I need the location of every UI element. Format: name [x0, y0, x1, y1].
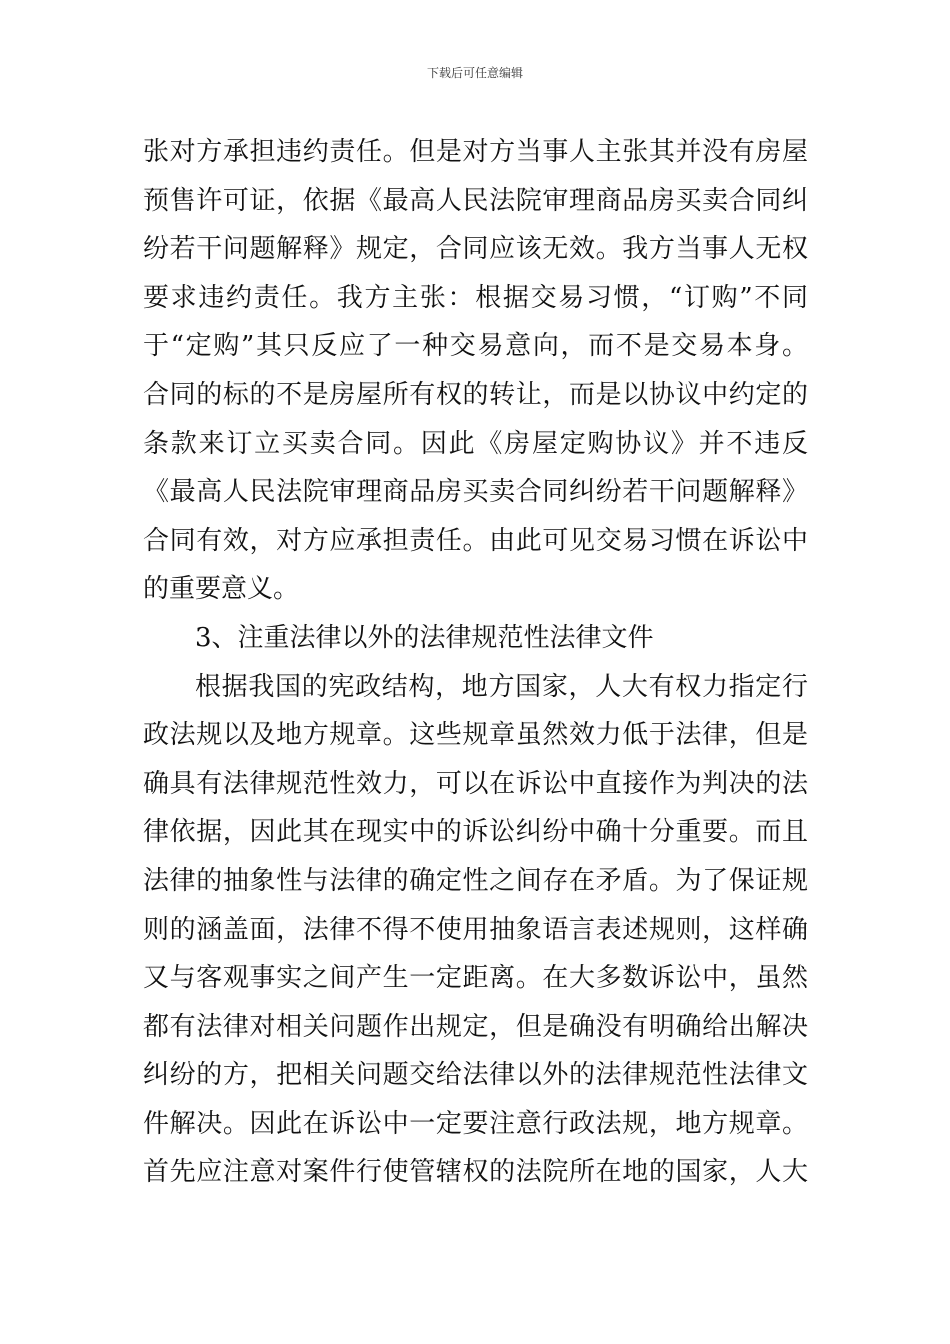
text-line: 律依据，因此其在现实中的诉讼纠纷中确十分重要。而且: [143, 817, 808, 848]
text-line: 则的涵盖面，法律不得不使用抽象语言表述规则，这样确: [143, 914, 808, 945]
text-line: 的重要意义。: [143, 574, 300, 605]
text-line: 纷若干问题解释》规定，合同应该无效。我方当事人无权: [143, 234, 808, 265]
text-line: 件解决。因此在诉讼中一定要注意行政法规，地方规章。: [143, 1108, 808, 1139]
section-heading: 3、注重法律以外的法律规范性法律文件: [195, 622, 654, 653]
text-line: 合同的标的不是房屋所有权的转让，而是以协议中约定的: [143, 379, 808, 410]
text-line: 张对方承担违约责任。但是对方当事人主张其并没有房屋: [143, 137, 808, 167]
text-line: 纠纷的方，把相关问题交给法律以外的法律规范性法律文: [143, 1060, 808, 1091]
text-line: 条款来订立买卖合同。因此《房屋定购协议》并不违反: [143, 428, 808, 459]
text-line: 法律的抽象性与法律的确定性之间存在矛盾。为了保证规: [143, 865, 808, 896]
page-header: 下载后可任意编辑: [426, 66, 523, 80]
text-line: 都有法律对相关问题作出规定，但是确没有明确给出解决: [143, 1011, 808, 1042]
text-line: 政法规以及地方规章。这些规章虽然效力低于法律，但是: [143, 720, 808, 751]
paragraph-first-line: 根据我国的宪政结构，地方国家，人大有权力指定行: [195, 671, 808, 702]
text-line: 预售许可证，依据《最高人民法院审理商品房买卖合同纠: [143, 185, 808, 216]
document-body: [143, 128, 808, 1197]
text-line: 又与客观事实之间产生一定距离。在大多数诉讼中，虽然: [143, 963, 808, 994]
text-line: 合同有效，对方应承担责任。由此可见交易习惯在诉讼中: [143, 525, 808, 556]
text-line: 确具有法律规范性效力，可以在诉讼中直接作为判决的法: [143, 768, 808, 799]
text-line: 于“定购”其只反应了一种交易意向，而不是交易本身。: [143, 331, 808, 362]
text-line: 《最高人民法院审理商品房买卖合同纠纷若干问题解释》: [143, 477, 808, 508]
text-line: 首先应注意对案件行使管辖权的法院所在地的国家，人大: [143, 1157, 808, 1188]
text-line: 要求违约责任。我方主张：根据交易习惯，“订购”不同: [143, 282, 808, 313]
